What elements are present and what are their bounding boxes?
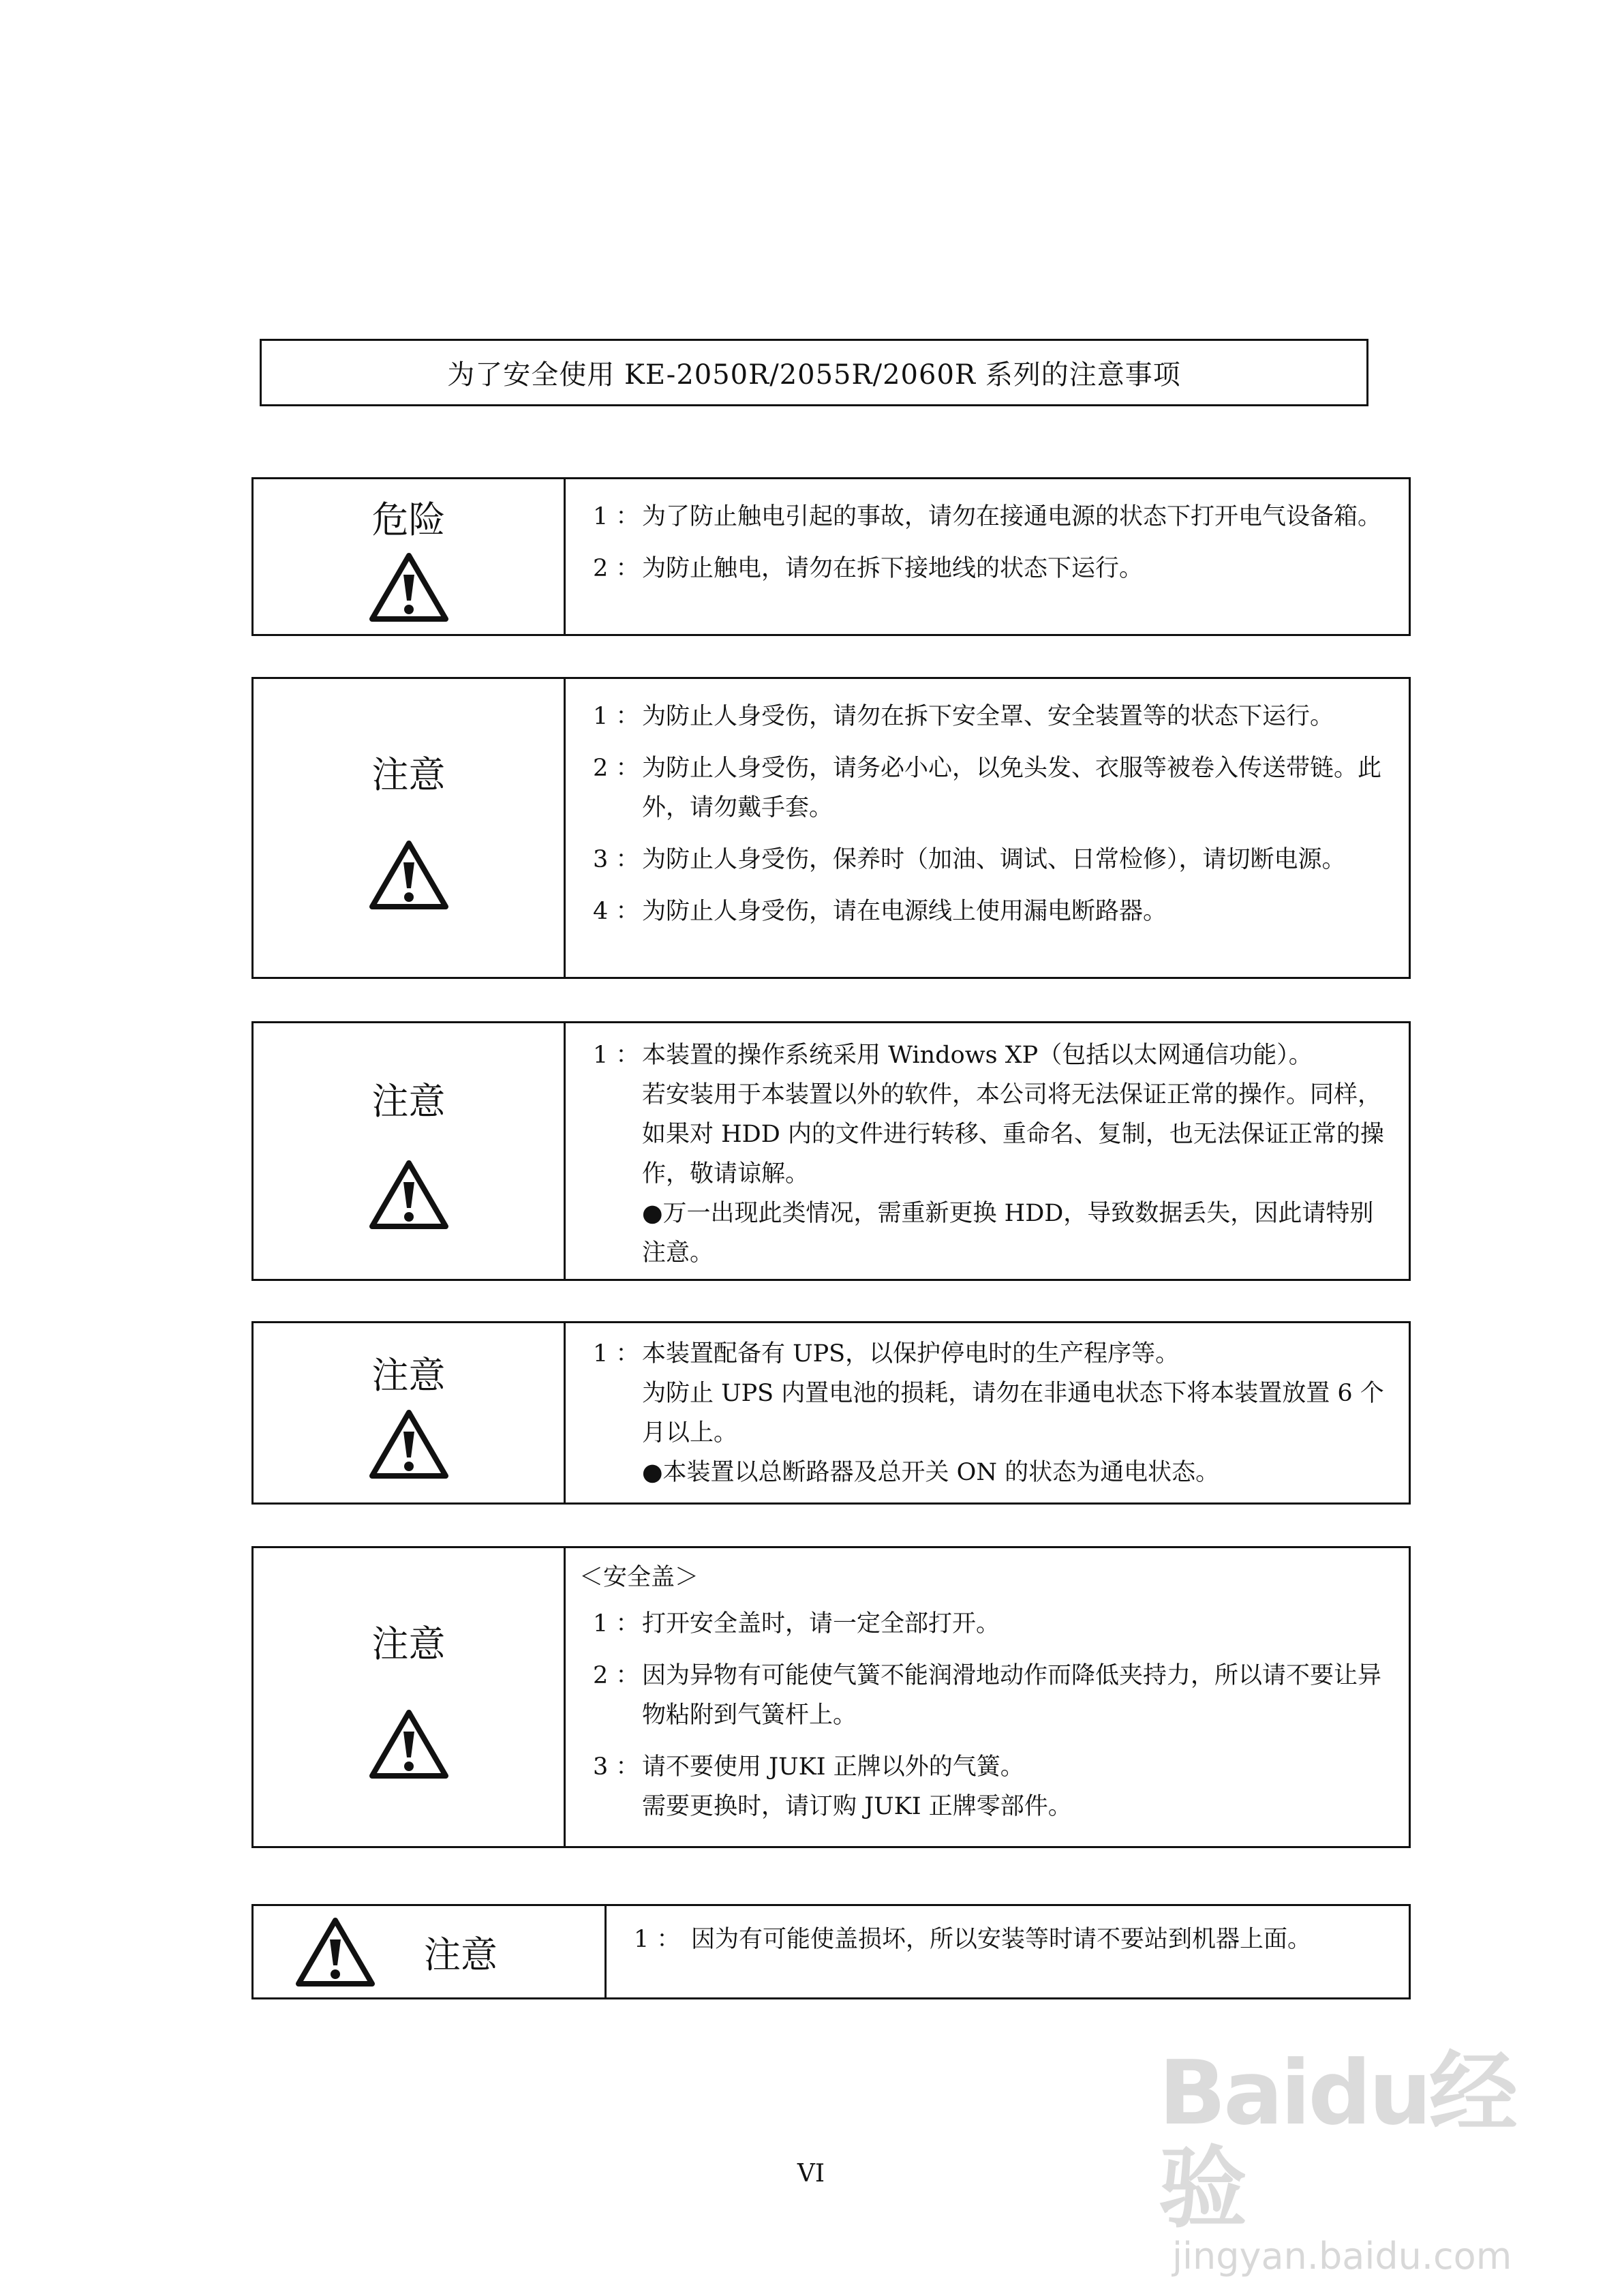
warning-triangle-icon xyxy=(368,552,450,623)
caution-label: 注意 xyxy=(371,753,446,796)
list-item: 2 ： 因为异物有可能使气簧不能润滑地动作而降低夹持力，所以请不要让异物粘附到气簧杆上。 xyxy=(593,1662,1382,1729)
list-item: 2 ： 为防止人身受伤，请务必小心，以免头发、衣服等被卷入传送带链。此外，请勿戴手套。 xyxy=(593,755,1382,821)
section-heading: ＜安全盖＞ xyxy=(579,1564,699,1591)
watermark-url: jingyan.baidu.com xyxy=(1172,2235,1512,2278)
page-title: 为了安全使用 KE-2050R/2055R/2060R 系列的注意事项 xyxy=(260,339,1368,406)
list-item: 4 ： 为防止人身受伤，请在电源线上使用漏电断路器。 xyxy=(593,898,1167,925)
list-item: 1 ： 因为有可能使盖损坏，所以安装等时请不要站到机器上面。 xyxy=(634,1926,1312,1953)
warning-triangle-icon xyxy=(368,1159,450,1230)
caution-box-4 xyxy=(251,1546,1411,1848)
danger-box xyxy=(251,477,1411,636)
danger-content xyxy=(566,479,1409,634)
caution-box-2 xyxy=(251,1021,1411,1281)
list-item: 2 ： 为防止触电，请勿在拆下接地线的状态下运行。 xyxy=(593,555,1144,582)
caution-box-3 xyxy=(251,1321,1411,1505)
watermark xyxy=(1159,2041,1527,2278)
warning-triangle-icon xyxy=(368,839,450,911)
warning-triangle-icon xyxy=(368,1708,450,1780)
caution-label-cell xyxy=(254,1023,566,1279)
list-item-text: 需要更换时，请订购 JUKI 正牌零部件。 xyxy=(642,1793,1072,1820)
warning-triangle-icon xyxy=(368,1408,450,1480)
caution-label: 注意 xyxy=(371,1622,446,1665)
list-item-text: 若安装用于本装置以外的软件，本公司将无法保证正常的操作。同样，如果对 HDD 内的文件进行转移、重命名、复制，也无法保证正常的操作，敬请谅解。 xyxy=(642,1081,1384,1188)
caution-label-cell xyxy=(254,1906,607,1997)
caution-label: 注意 xyxy=(424,1933,498,1976)
list-item: 1 ： 本装置配备有 UPS，以保护停电时的生产程序等。 xyxy=(593,1340,1180,1368)
caution-content xyxy=(566,1323,1409,1502)
list-item: 1 ： 打开安全盖时，请一定全部打开。 xyxy=(593,1610,1000,1637)
danger-label-cell xyxy=(254,479,566,634)
page-number: VI xyxy=(797,2160,825,2188)
caution-label-cell xyxy=(254,1323,566,1502)
list-item-note: ●本装置以总断路器及总开关 ON 的状态为通电状态。 xyxy=(642,1459,1220,1486)
list-item-text: 为防止 UPS 内置电池的损耗，请勿在非通电状态下将本装置放置 6 个月以上。 xyxy=(642,1380,1384,1447)
caution-label: 注意 xyxy=(371,1353,446,1397)
danger-label: 危险 xyxy=(371,498,446,541)
list-item-note: ●万一出现此类情况，需重新更换 HDD，导致数据丢失，因此请特别注意。 xyxy=(642,1200,1374,1267)
caution-content xyxy=(566,679,1409,977)
caution-content xyxy=(607,1906,1409,1997)
warning-triangle-icon xyxy=(294,1916,376,1988)
list-item: 3 ： 为防止人身受伤，保养时（加油、调试、日常检修），请切断电源。 xyxy=(593,846,1346,873)
list-item: 1 ： 本装置的操作系统采用 Windows XP（包括以太网通信功能）。 xyxy=(593,1042,1313,1069)
watermark-logo: Baidu经验 xyxy=(1159,2041,1515,2240)
list-item: 1 ： 为防止人身受伤，请勿在拆下安全罩、安全装置等的状态下运行。 xyxy=(593,703,1334,730)
caution-content xyxy=(566,1548,1409,1846)
list-item: 1 ： 为了防止触电引起的事故，请勿在接通电源的状态下打开电气设备箱。 xyxy=(593,503,1382,530)
caution-label: 注意 xyxy=(371,1079,446,1123)
caution-label-cell xyxy=(254,679,566,977)
caution-label-cell xyxy=(254,1548,566,1846)
list-item: 3 ： 请不要使用 JUKI 正牌以外的气簧。 xyxy=(593,1753,1024,1781)
caution-box-1 xyxy=(251,677,1411,979)
caution-content xyxy=(566,1023,1409,1279)
caution-box-5 xyxy=(251,1904,1411,1999)
